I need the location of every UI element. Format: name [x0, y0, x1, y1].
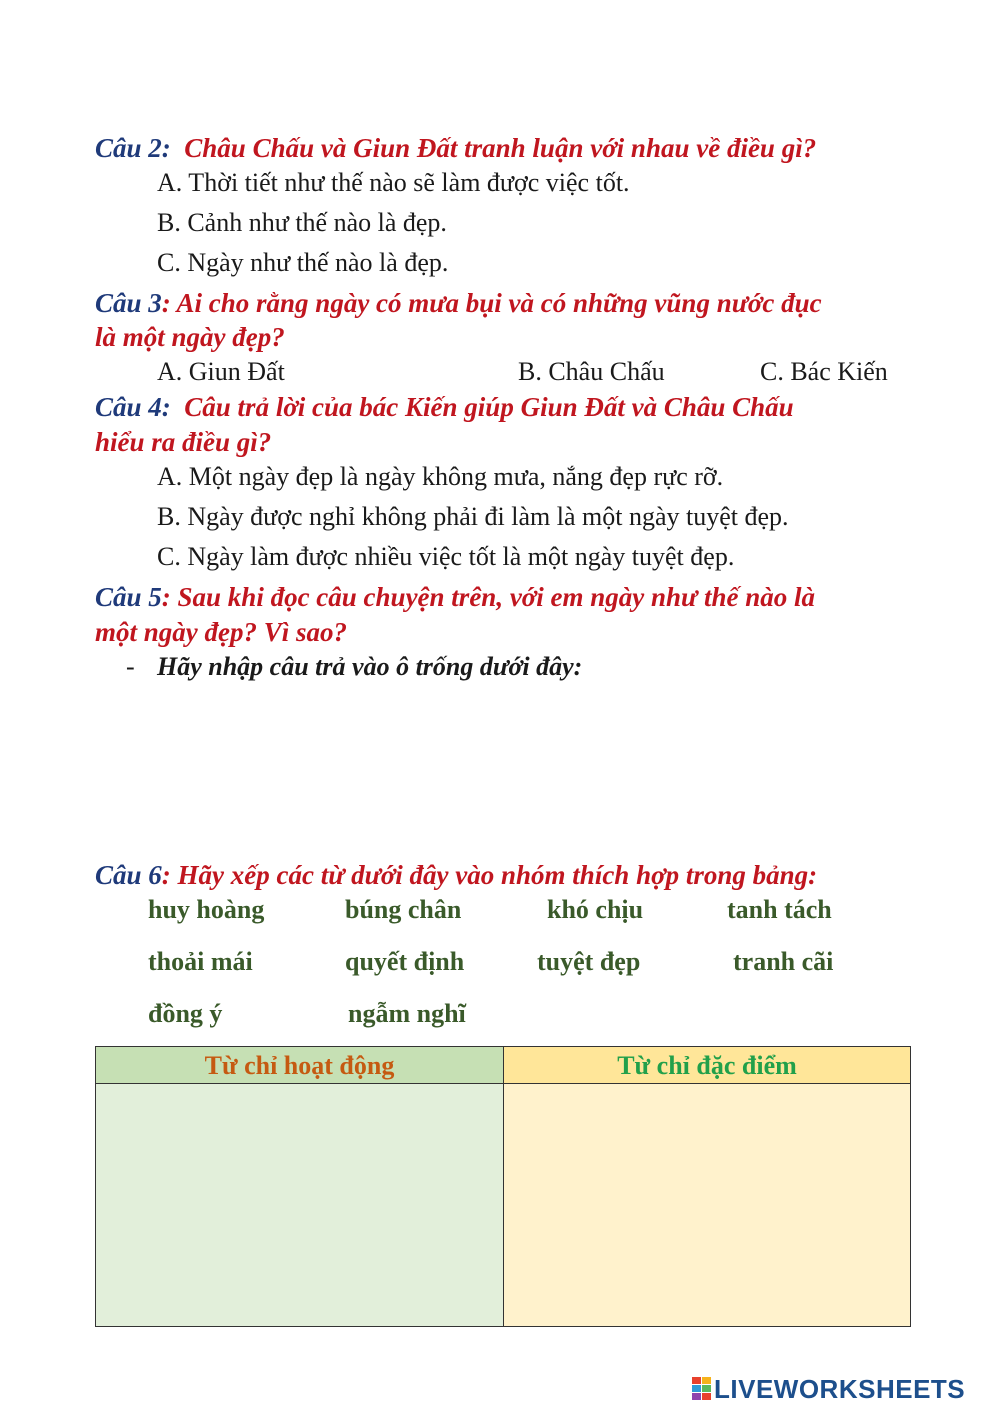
question-4-option-c: C. Ngày làm được nhiều việc tốt là một ngày tuyệt đẹp. [157, 542, 735, 571]
question-5-heading [95, 580, 815, 614]
word-chip[interactable]: búng chân [345, 895, 462, 924]
question-5-label: Câu 5 [95, 582, 162, 612]
word-chip[interactable]: tranh cãi [733, 947, 834, 976]
question-6-label: Câu 6 [95, 860, 162, 890]
characteristic-drop-zone[interactable] [504, 1084, 910, 1326]
word-chip[interactable]: huy hoàng [148, 895, 265, 924]
question-4-option-b: B. Ngày được nghỉ không phải đi làm là một ngày tuyệt đẹp. [157, 502, 789, 531]
classification-table [95, 1046, 911, 1327]
question-4-option-a: A. Một ngày đẹp là ngày không mưa, nắng đẹp rực rỡ. [157, 462, 724, 491]
word-chip[interactable]: ngẫm nghĩ [348, 999, 466, 1028]
brand-text: LIVEWORKSHEETS [714, 1373, 966, 1404]
question-4-heading [95, 390, 794, 424]
word-chip[interactable]: thoải mái [148, 947, 253, 976]
question-3-option-a: A. Giun Đất [157, 357, 285, 386]
question-5-dash: - [126, 652, 135, 681]
question-3-label: Câu 3 [95, 288, 162, 318]
question-4-text-line1: Câu trả lời của bác Kiến giúp Giun Đất và Châu Chấu [184, 392, 794, 422]
question-2-label: Câu 2: [95, 133, 171, 163]
question-2-heading [95, 131, 816, 165]
liveworksheets-brand [692, 1372, 965, 1406]
question-5-text-line2: một ngày đẹp? Vì sao? [95, 617, 348, 647]
question-3-heading [95, 286, 822, 320]
activity-drop-zone[interactable] [96, 1084, 504, 1326]
question-3-text-line2: là một ngày đẹp? [95, 322, 285, 352]
word-chip[interactable]: tuyệt đẹp [537, 947, 641, 976]
table-header-characteristic: Từ chỉ đặc điểm [504, 1047, 910, 1084]
word-chip[interactable]: quyết định [345, 947, 465, 976]
question-2-option-c: C. Ngày như thế nào là đẹp. [157, 248, 449, 277]
question-4-label: Câu 4: [95, 392, 171, 422]
question-5-text-line1: : Sau khi đọc câu chuyện trên, với em ngày như thế nào là [161, 582, 816, 612]
answer-input-area[interactable] [95, 690, 911, 840]
question-5-instruction: Hãy nhập câu trả vào ô trống dưới đây: [157, 652, 583, 681]
question-3-text-line1: : Ai cho rằng ngày có mưa bụi và có những vũng nước đục [161, 288, 822, 318]
question-6-heading [95, 858, 817, 892]
liveworksheets-logo-icon [692, 1377, 712, 1401]
question-2-option-a: A. Thời tiết như thế nào sẽ làm được việc tốt. [157, 168, 630, 197]
question-6-text: : Hãy xếp các từ dưới đây vào nhóm thích hợp trong bảng: [161, 860, 818, 890]
word-chip[interactable]: đồng ý [148, 999, 223, 1028]
question-2-option-b: B. Cảnh như thế nào là đẹp. [157, 208, 447, 237]
question-3-option-b: B. Châu Chấu [518, 357, 665, 386]
word-chip[interactable]: khó chịu [547, 895, 644, 924]
table-header-activity: Từ chỉ hoạt động [96, 1047, 504, 1084]
question-4-text-line2: hiểu ra điều gì? [95, 427, 272, 457]
question-2-text: Châu Chấu và Giun Đất tranh luận với nhau về điều gì? [184, 133, 817, 163]
question-3-option-c: C. Bác Kiến [760, 357, 888, 386]
word-chip[interactable]: tanh tách [727, 895, 832, 924]
